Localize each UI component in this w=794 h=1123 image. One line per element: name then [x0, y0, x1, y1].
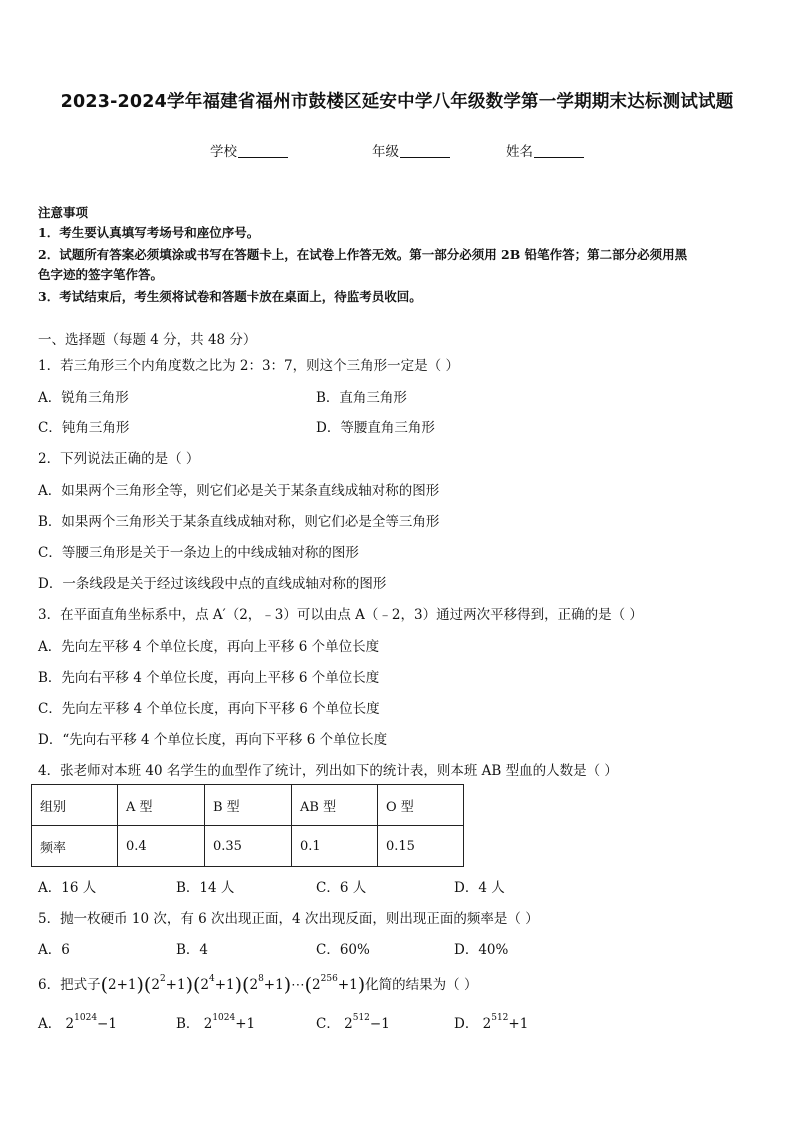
- q6-option-b-base: 2: [203, 1016, 213, 1032]
- q6-option-d-base: 2: [482, 1016, 492, 1032]
- question-5-stem: 5．抛一枚硬币 10 次，有 6 次出现正面，4 次出现反面，则出现正面的频率是（ ）: [38, 911, 539, 927]
- q6-option-d-label: D．: [454, 1016, 479, 1032]
- q6-suffix: 化简的结果为（ ）: [365, 977, 478, 993]
- q6-option-c-base: 2: [344, 1016, 353, 1032]
- name-blank: [534, 144, 584, 158]
- q5-option-c: C．60%: [316, 942, 370, 958]
- notice-item: 1．考生要认真填写考场号和座位序号。: [38, 225, 260, 240]
- q6-dots: ⋯: [291, 977, 305, 993]
- q6-option-b-tail: +1: [235, 1016, 256, 1032]
- question-1-stem: 1．若三角形三个内角度数之比为 2：3：7，则这个三角形一定是（ ）: [38, 358, 459, 374]
- name-field: [506, 140, 584, 160]
- q6-option-d-exponent: 512: [491, 1013, 509, 1023]
- q6-exponent: 8: [258, 974, 264, 984]
- q1-option-d: D．等腰直角三角形: [316, 420, 435, 436]
- q6-option-a-tail: −1: [97, 1016, 117, 1032]
- section-heading: 一、选择题（每题 4 分，共 48 分）: [38, 332, 257, 348]
- grade-field: [372, 140, 450, 160]
- question-4-stem: 4．张老师对本班 40 名学生的血型作了统计，列出如下的统计表，则本班 AB 型血的人数是（ ）: [38, 763, 618, 779]
- table-row: [32, 826, 464, 867]
- q2-option-d: D．一条线段是关于经过该线段中点的直线成轴对称的图形: [38, 576, 387, 592]
- question-2-stem: 2．下列说法正确的是（ ）: [38, 451, 200, 467]
- q2-option-b: B．如果两个三角形关于某条直线成轴对称，则它们必是全等三角形: [38, 514, 440, 530]
- q6-option-a: [38, 1012, 117, 1032]
- question-3-stem: 3．在平面直角坐标系中，点 A′（2，﹣3）可以由点 A（﹣2，3）通过两次平移得到，正确的是（ ）: [38, 607, 643, 623]
- table-cell: A 型: [118, 785, 205, 826]
- table-header-row: [32, 785, 464, 826]
- name-label: 姓名: [506, 144, 533, 160]
- q1-option-c: C．钝角三角形: [38, 420, 130, 436]
- q6-option-c-exponent: 512: [352, 1013, 370, 1023]
- q6-option-c: [316, 1012, 390, 1032]
- q6-option-b-exponent: 1024: [212, 1013, 236, 1023]
- q6-option-d: [454, 1012, 528, 1032]
- notice-item: 色字迹的签字笔作答。: [38, 267, 164, 282]
- notice-item: 2．试题所有答案必须填涂或书写在答题卡上，在试卷上作答无效。第一部分必须用 2B 铅笔作答；第二部分必须用黑: [38, 247, 688, 262]
- q6-plus-one: +1: [214, 977, 235, 993]
- q6-plus-one: +1: [165, 977, 186, 993]
- q3-option-d: D．“先向右平移 4 个单位长度，再向下平移 6 个单位长度: [38, 732, 388, 748]
- school-field: [210, 140, 288, 160]
- question-6-stem: 6．把式子$(2+1)(2^2+1)(2^4+1)(2^8+1)\cdots(2^{256}+1)$化简的结果为（ ）: [38, 974, 478, 996]
- q5-option-b: B．4: [176, 942, 209, 958]
- q3-option-c: C．先向左平移 4 个单位长度，再向下平移 6 个单位长度: [38, 701, 380, 717]
- q5-option-d: D．40%: [454, 942, 509, 958]
- q4-option-c: C．6 人: [316, 880, 367, 896]
- notice-heading: 注意事项: [38, 205, 89, 220]
- q1-option-b: B．直角三角形: [316, 390, 407, 406]
- q6-option-d-tail: +1: [508, 1016, 529, 1032]
- q4-option-b: B．14 人: [176, 880, 235, 896]
- q4-option-d: D．4 人: [454, 880, 505, 896]
- q3-option-a: A．先向左平移 4 个单位长度，再向上平移 6 个单位长度: [38, 639, 380, 655]
- q6-exponent: 256: [320, 974, 338, 984]
- q6-term: 2: [312, 977, 321, 993]
- table-cell: 0.1: [292, 826, 378, 867]
- q6-prefix: 6．把式子: [38, 977, 101, 993]
- table-cell: O 型: [378, 785, 464, 826]
- q2-option-a: A．如果两个三角形全等，则它们必是关于某条直线成轴对称的图形: [38, 483, 440, 499]
- school-blank: [238, 144, 288, 158]
- q6-option-a-label: A．: [38, 1016, 62, 1032]
- table-cell: 0.4: [118, 826, 205, 867]
- q5-option-a: A．6: [38, 942, 70, 958]
- q6-exponent: 2: [159, 974, 166, 984]
- q6-term: 2: [200, 977, 209, 993]
- table-cell: B 型: [205, 785, 292, 826]
- q6-option-a-exponent: 1024: [74, 1013, 98, 1023]
- q6-plus-one: +1: [337, 977, 358, 993]
- table-cell: 组别: [32, 785, 118, 826]
- school-label: 学校: [210, 144, 237, 160]
- table-cell: AB 型: [292, 785, 378, 826]
- q4-option-a: A．16 人: [38, 880, 97, 896]
- q6-exponent: 4: [209, 974, 215, 984]
- q6-option-b: [176, 1012, 255, 1032]
- q6-term: 2: [249, 977, 259, 993]
- q6-term: 2: [151, 977, 160, 993]
- q2-option-c: C．等腰三角形是关于一条边上的中线成轴对称的图形: [38, 545, 359, 561]
- q6-option-b-label: B．: [176, 1016, 200, 1032]
- grade-label: 年级: [372, 144, 399, 160]
- q1-option-a: A．锐角三角形: [38, 390, 129, 406]
- table-cell: 0.15: [378, 826, 464, 867]
- q3-option-b: B．先向右平移 4 个单位长度，再向上平移 6 个单位长度: [38, 670, 380, 686]
- grade-blank: [400, 144, 450, 158]
- blood-type-table: [31, 784, 464, 867]
- table-cell: 频率: [32, 826, 118, 867]
- q6-option-c-label: C．: [316, 1016, 340, 1032]
- q6-option-c-tail: −1: [369, 1016, 390, 1032]
- q6-plus-one: +1: [263, 977, 284, 993]
- q6-option-a-base: 2: [65, 1016, 75, 1032]
- page-title: 2023-2024学年福建省福州市鼓楼区延安中学八年级数学第一学期期末达标测试试题: [60, 92, 734, 112]
- notice-item: 3．考试结束后，考生须将试卷和答题卡放在桌面上，待监考员收回。: [38, 289, 422, 304]
- table-cell: 0.35: [205, 826, 292, 867]
- q6-term: 2+1: [108, 977, 137, 993]
